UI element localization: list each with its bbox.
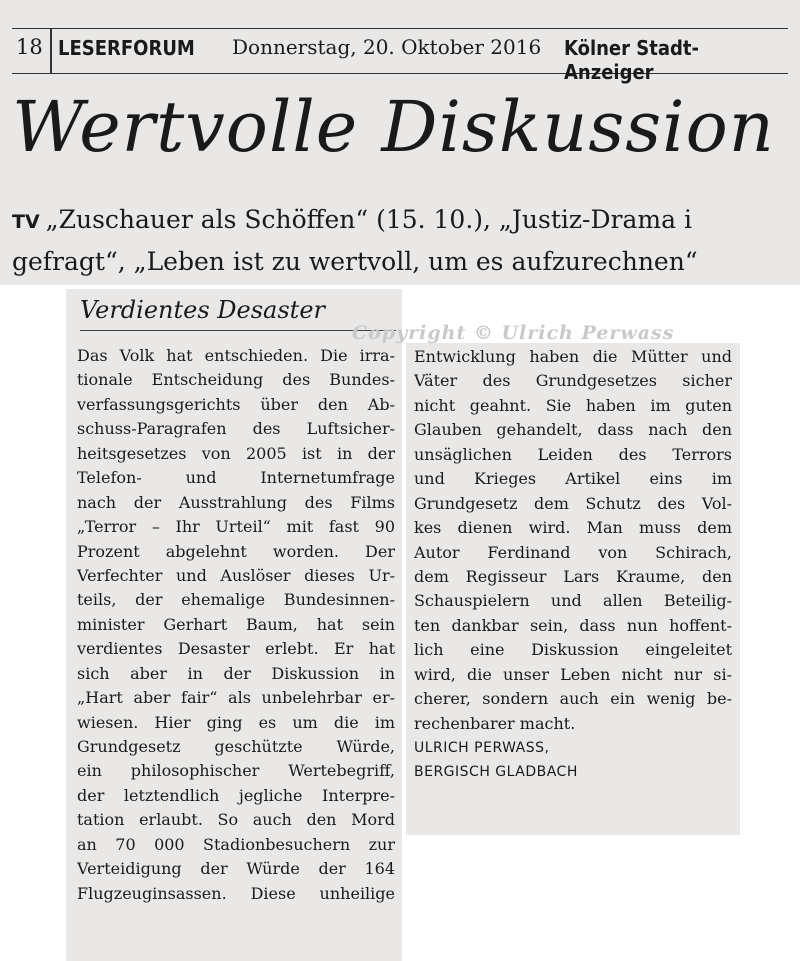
subheadline <box>12 200 800 282</box>
text-line: schuss-Paragrafen des Luftsicher- <box>77 419 395 439</box>
newspaper-name: Kölner Stadt-Anzeiger <box>564 36 699 84</box>
text-line: und Krieges Artikel eins im <box>414 469 732 489</box>
text-line: heitsgesetzes von 2005 ist in der <box>77 443 395 463</box>
section-name: LESERFORUM <box>58 36 195 60</box>
text-line: verfassungsgerichts über den Ab- <box>77 394 395 414</box>
text-line: Verfechter und Auslöser dieses Ur- <box>77 565 395 585</box>
subheadline-line-2: gefragt“, „Leben ist zu wertvoll, um es aufzurechnen“ <box>12 247 698 276</box>
tv-tag: TV <box>12 211 40 233</box>
text-line: Prozent abgelehnt worden. Der <box>77 541 395 561</box>
text-line: tionale Entscheidung des Bundes- <box>77 370 395 390</box>
subheadline-line-1 <box>12 200 800 242</box>
text-line: Grundgesetz dem Schutz des Vol- <box>414 493 732 513</box>
text-line: nach der Ausstrahlung des Films <box>77 492 395 512</box>
text-line: Das Volk hat entschieden. Die irra- <box>77 346 395 365</box>
text-line: teils, der ehemalige Bundesinnen- <box>77 590 395 610</box>
text-line: Telefon- und Internetumfrage <box>77 468 395 488</box>
text-line: minister Gerhart Baum, hat sein <box>77 614 395 634</box>
masthead <box>12 28 788 84</box>
text-line: Glauben gehandelt, dass nach den <box>414 420 732 440</box>
text-line: ten dankbar sein, dass nun hoffent- <box>414 615 732 635</box>
text-line: unsäglichen Leiden des Terrors <box>414 444 732 464</box>
letter-title: Verdientes Desaster <box>80 292 396 331</box>
text-line: Väter des Grundgesetzes sicher <box>414 371 732 391</box>
text-line: lich eine Diskussion eingeleitet <box>414 640 732 660</box>
text-line: wiesen. Hier ging es um die im <box>77 712 395 732</box>
text-line: cherer, sondern auch ein wenig be- <box>414 689 732 709</box>
text-line: dem Regisseur Lars Kraume, den <box>414 566 732 586</box>
text-line: verdientes Desaster erlebt. Er hat <box>77 639 395 659</box>
text-line: rechenbarer macht. <box>414 713 576 733</box>
text-line: Autor Ferdinand von Schirach, <box>414 542 732 562</box>
text-line: ein philosophischer Wertebegriff, <box>77 761 395 781</box>
letter-author: ULRICH PERWASS, <box>414 740 550 756</box>
text-line: Verteidigung der Würde der 164 <box>77 859 395 879</box>
clipping-header <box>0 0 800 285</box>
text-line: an 70 000 Stadionbesuchern zur <box>77 834 395 854</box>
copyright-watermark: Copyright © Ulrich Perwass <box>352 322 675 344</box>
letter-text-right <box>414 345 732 785</box>
text-line: kes dienen wird. Man muss dem <box>414 518 732 538</box>
text-line: nicht geahnt. Sie haben im guten <box>414 395 732 415</box>
text-line: sich aber in der Diskussion in <box>77 663 395 683</box>
page-number: 18 <box>16 35 43 59</box>
letter-text-left <box>77 344 395 906</box>
text-line: „Terror – Ihr Urteil“ mit fast 90 <box>77 517 395 537</box>
letter-location: BERGISCH GLADBACH <box>414 764 578 781</box>
text-line: Schauspielern und allen Beteilig- <box>414 591 732 611</box>
text-line: Entwicklung haben die Mütter und <box>414 347 732 366</box>
text-line: Grundgesetz geschützte Würde, <box>77 737 395 756</box>
text-line: wird, die unser Leben nicht nur si- <box>414 664 732 684</box>
page-headline: Wertvolle Diskussion <box>12 86 775 168</box>
subheadline-text-1: „Zuschauer als Schöffen“ (15. 10.), „Justiz-Drama i <box>45 205 692 234</box>
issue-date: Donnerstag, 20. Oktober 2016 <box>232 35 542 59</box>
text-line: tation erlaubt. So auch den Mord <box>77 810 395 830</box>
text-line: „Hart aber fair“ als unbelehrbar er- <box>77 688 395 708</box>
masthead-divider <box>50 29 52 73</box>
text-line: der letztendlich jegliche Interpre- <box>77 785 395 805</box>
text-line: Flugzeuginsassen. Diese unheilige <box>77 883 395 903</box>
